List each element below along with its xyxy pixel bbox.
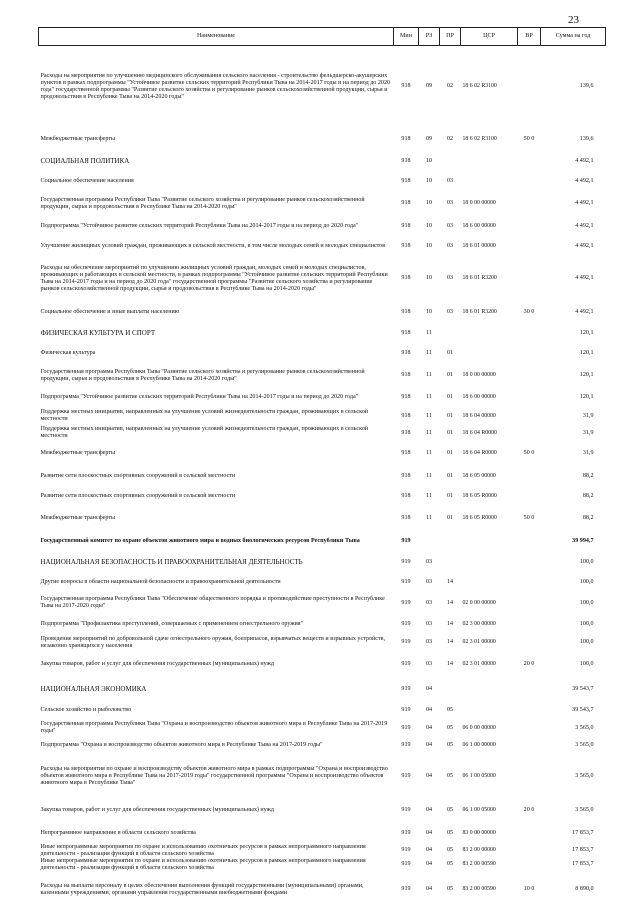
cell-rz: 10 [425,222,433,229]
cell-name: Физическая культура [40,350,96,356]
cell-name: Подпрограмма "Устойчивое развитие сельских территорий Республики Тыва на 2014-2017 годы и на период до 2020 года" [40,394,359,400]
cell-min: 918 [401,450,411,456]
table-row [39,172,606,192]
cell-min: 918 [401,493,411,499]
cell-name: Государственная программа Республики Тыва "Развитие сельского хозяйства и регулирование рынков сельскохозяйственной продукции, сырья и продовольствия в Республике Тыва на 2014-2020 годы" [40,196,365,210]
cell-vr [518,679,541,701]
cell-vr [518,172,541,192]
cell-csr: 18 6 02 R3100 [462,136,497,142]
cell-rz: 11 [426,429,432,436]
cell-pr: 01 [446,493,454,499]
cell-vr [518,552,541,573]
table-row [39,614,606,635]
cell-csr: 06 1 00 00000 [462,742,496,748]
cell-vr [518,823,541,844]
cell-pr: 03 [446,178,454,184]
cell-pr: 03 [446,275,454,281]
cell-pr: 03 [446,222,454,229]
cell-vr [518,256,541,302]
cell-name: Межбюджетные трансферты [40,515,116,521]
cell-rz: 03 [425,661,433,667]
cell-rz: 04 [425,847,433,853]
cell-name: Социальное обеспечение населения [40,178,134,184]
cell-sum: 100,0 [579,661,594,667]
cell-csr: 18 0 00 00000 [462,200,496,206]
cell-csr [461,172,518,192]
cell-sum: 31,9 [582,429,594,436]
cell-sum: 100,0 [579,639,594,645]
cell-sum: 39 994,7 [572,537,594,544]
cell-vr [518,388,541,408]
cell-rz: 10 [425,178,433,184]
cell-rz: 10 [425,200,433,206]
cell-csr: 18 6 04 R0000 [462,450,497,456]
cell-csr: 06 1 00 05000 [462,806,496,813]
cell-csr: 83 2 00 00590 [462,861,496,867]
col-header-name: Наименование [39,28,394,46]
section-row [39,679,606,701]
cell-name: Государственная программа Республики Тыва "Развитие сельского хозяйства и регулирование рынков сельскохозяйственной продукции, сырья и продовольствия в Республике Тыва на 2014-2020 годы" [40,368,365,382]
table-row [39,388,606,408]
cell-pr: 05 [446,847,454,853]
cell-pr: 05 [446,861,454,867]
cell-min: 919 [401,829,411,836]
cell-name: Закупка товаров, работ и услуг для обеспечения государственных (муниципальных) нужд [40,806,274,813]
cell-sum: 8 890,0 [575,886,594,892]
cell-vr [518,614,541,635]
table-row [39,872,606,908]
cell-csr [461,324,518,344]
cell-min: 919 [401,806,411,813]
cell-name: Поддержка местных инициатив, направленных на улучшение условий жизнедеятельности граждан, проживающих в сельской местности [40,409,369,422]
section-row [39,552,606,573]
cell-min: 918 [401,275,411,281]
cell-min: 918 [401,429,411,436]
table-row [39,593,606,614]
cell-csr: 02 3 01 00000 [462,639,496,645]
cell-csr: 18 6 02 R3100 [462,83,497,90]
cell-min: 919 [401,772,411,779]
cell-sum: 88,2 [582,515,594,521]
cell-rz: 03 [425,558,433,565]
table-row [39,635,606,651]
table-row [39,344,606,364]
table-row [39,844,606,858]
cell-pr: 14 [446,661,454,667]
page-number: 23 [568,14,579,26]
cell-pr: 01 [446,472,454,479]
cell-min: 919 [401,724,411,731]
cell-vr [518,408,541,425]
cell-csr: 18 6 01 R3200 [462,275,497,281]
cell-min: 918 [401,472,411,479]
cell-vr [518,344,541,364]
cell-vr [518,737,541,755]
cell-rz: 11 [426,394,432,400]
cell-min: 919 [401,599,411,606]
table-row [39,256,606,302]
cell-sum: 31,9 [582,450,594,456]
cell-sum: 100,0 [579,620,594,627]
cell-sum: 17 853,7 [572,847,594,853]
cell-min: 918 [401,515,411,521]
cell-rz: 11 [426,350,432,356]
cell-sum: 100,0 [579,558,594,565]
col-header-pr: ПР [440,28,461,46]
cell-csr [461,679,518,701]
cell-sum: 3 565,0 [575,742,594,748]
cell-csr: 06 1 00 05000 [462,772,496,779]
cell-csr: 02 3 00 00000 [462,620,496,627]
cell-min: 919 [401,661,411,667]
table-row [39,798,606,823]
cell-pr [440,531,461,552]
cell-csr: 18 6 01 R3200 [462,309,497,315]
cell-sum: 3 565,0 [575,772,594,779]
cell-rz: 10 [425,275,433,281]
cell-min: 918 [401,83,411,90]
cell-min: 919 [401,706,411,713]
cell-name: Межбюджетные трансферты [40,136,116,142]
cell-name: ФИЗИЧЕСКАЯ КУЛЬТУРА И СПОРТ [40,329,156,337]
cell-vr [518,635,541,651]
cell-csr [461,344,518,364]
cell-rz: 11 [426,493,432,499]
cell-csr: 18 6 05 00000 [462,472,496,479]
cell-vr: 20 0 [523,806,535,813]
cell-vr [518,858,541,872]
cell-csr: 18 6 05 R0000 [462,493,497,499]
table-row [39,507,606,531]
table-row [39,128,606,152]
cell-sum: 120,1 [579,330,594,336]
cell-name: Расходы на выплаты персоналу в целях обеспечения выполнения функций государственными (муниципальными) органами, казенными учреждениями, органами управления государственными внебюджетными фондами [40,882,364,896]
cell-pr: 03 [446,200,454,206]
cell-rz: 11 [426,412,432,419]
cell-vr: 50 0 [523,136,535,142]
cell-rz: 04 [425,772,433,779]
cell-pr: 02 [446,136,454,142]
cell-sum: 100,0 [579,599,594,606]
cell-vr [518,487,541,507]
cell-min: 918 [401,178,411,184]
cell-name: НАЦИОНАЛЬНАЯ ЭКОНОМИКА [40,685,147,693]
cell-pr [440,152,461,172]
cell-sum: 120,1 [579,372,594,378]
cell-rz: 11 [426,515,432,521]
table-row [39,651,606,679]
cell-pr: 05 [446,742,454,748]
cell-csr: 18 0 00 00000 [462,372,496,378]
cell-rz: 03 [425,579,433,585]
cell-rz: 11 [426,330,432,336]
cell-csr: 02 0 00 00000 [462,599,496,606]
table-row [39,720,606,737]
cell-pr: 01 [446,450,454,456]
col-header-min: Мин [394,28,419,46]
cell-rz: 04 [425,742,433,748]
cell-pr: 14 [446,620,454,627]
table-row [39,487,606,507]
cell-vr [518,844,541,858]
cell-vr [518,720,541,737]
table-row [39,466,606,487]
cell-csr: 18 6 00 00000 [462,222,496,229]
cell-csr: 18 6 01 00000 [462,242,496,249]
cell-pr: 01 [446,372,454,378]
cell-vr [518,46,541,128]
cell-name: НАЦИОНАЛЬНАЯ БЕЗОПАСНОСТЬ И ПРАВООХРАНИТЕЛЬНАЯ ДЕЯТЕЛЬНОСТЬ [40,557,303,566]
cell-pr: 05 [446,829,454,836]
table-row [39,701,606,720]
cell-name: Сельское хозяйство и рыболовство [40,706,132,713]
cell-rz: 09 [425,83,433,90]
cell-pr: 14 [446,579,454,585]
cell-pr: 05 [446,724,454,731]
cell-pr [440,679,461,701]
cell-sum: 4 492,1 [575,309,594,315]
cell-pr: 01 [446,412,454,419]
cell-vr [518,531,541,552]
table-row [39,737,606,755]
cell-pr: 14 [446,639,454,645]
cell-min: 918 [401,242,411,249]
cell-name: Непрограммное направление в области сельского хозяйства [40,829,196,836]
table-row [39,823,606,844]
cell-rz: 03 [425,639,433,645]
cell-name: Государственная программа Республики Тыва "Обеспечение общественного порядка и противодействие преступности в Республике Тыва на 2017-2020 годы" [40,596,385,609]
cell-min: 918 [401,394,411,400]
cell-sum: 39 543,7 [572,686,594,692]
table-row [39,192,606,216]
cell-vr [518,152,541,172]
cell-min: 919 [401,847,411,853]
cell-vr [518,593,541,614]
col-header-sum: Сумма на год [541,28,606,46]
cell-sum: 3 565,0 [575,806,594,813]
cell-name: Межбюджетные трансферты [40,450,116,456]
cell-rz: 10 [425,242,433,249]
cell-name: СОЦИАЛЬНАЯ ПОЛИТИКА [40,157,130,165]
cell-pr: 05 [446,886,454,892]
table-header-row [39,28,606,46]
cell-vr [518,192,541,216]
cell-csr: 83 2 00 00000 [462,847,496,853]
cell-sum: 139,6 [579,136,594,142]
cell-min: 918 [401,330,411,336]
cell-name: Подпрограмма "Охрана и воспроизводство объектов животного мира в Республике Тыва на 2017-2019 годы" [40,742,323,748]
cell-vr [518,466,541,487]
cell-sum: 88,2 [582,472,594,479]
cell-name: Государственная программа Республики Тыва "Охрана и воспроизводство объектов животного мира в Республике Тыва на 2017-2019 годы" [40,721,388,734]
cell-csr [461,152,518,172]
cell-name: Подпрограмма "Профилактика преступлений, совершаемых с применением огнестрельного оружия" [40,620,304,627]
cell-sum: 31,9 [582,412,594,419]
cell-vr [518,573,541,593]
cell-vr [518,425,541,442]
cell-vr [518,216,541,237]
cell-rz: 04 [425,724,433,731]
cell-rz: 11 [426,450,432,456]
cell-sum: 4 492,1 [575,275,594,281]
cell-sum: 39 543,7 [572,706,594,713]
cell-name: Социальное обеспечение и иные выплаты населению [40,309,180,315]
cell-csr [461,531,518,552]
table-row [39,46,606,128]
table-row [39,408,606,425]
table-row [39,216,606,237]
cell-pr: 03 [446,309,454,315]
cell-vr [518,324,541,344]
cell-csr: 83 2 00 00590 [462,886,496,892]
cell-rz: 04 [425,829,433,836]
cell-min: 919 [401,579,411,585]
cell-name: Государственный комитет по охране объектов животного мира и водных биологических ресурсов Республики Тыва [40,537,360,544]
cell-min: 919 [401,537,411,544]
table-row [39,755,606,798]
cell-pr: 01 [446,515,454,521]
cell-rz: 04 [425,706,433,713]
cell-name: Иные непрограммные мероприятия по охране и использованию охотничьих ресурсов в рамках непрограммного направления деятельности - реализация функций в области сельского хозяйства [40,857,366,871]
section-row [39,152,606,172]
cell-pr [440,324,461,344]
cell-csr: 18 6 05 R0000 [462,515,497,521]
table-row [39,442,606,466]
cell-name: Иные непрограммные мероприятия по охране и использованию охотничьих ресурсов в рамках непрограммного направления деятельности - реализация функций в области сельского хозяйства [40,843,366,857]
cell-vr [518,364,541,388]
table-row [39,302,606,324]
cell-sum: 17 853,7 [572,861,594,867]
cell-csr: 18 6 04 00000 [462,412,496,419]
cell-name: Подпрограмма "Устойчивое развитие сельских территорий Республики Тыва на 2014-2017 годы и на период до 2020 года" [40,222,359,229]
cell-pr: 01 [446,429,454,436]
cell-name: Развитие сети плоскостных спортивных сооружений в сельской местности [40,472,236,479]
cell-sum: 3 565,0 [575,724,594,731]
cell-pr: 05 [446,772,454,779]
cell-name: Закупка товаров, работ и услуг для обеспечения государственных (муниципальных) нужд [40,661,274,667]
cell-pr: 01 [446,350,454,356]
cell-rz: 04 [425,686,433,692]
cell-pr: 03 [446,242,454,249]
cell-csr: 83 0 00 00000 [462,829,496,836]
cell-min: 919 [401,861,411,867]
cell-min: 918 [401,309,411,315]
cell-vr: 30 0 [523,309,535,315]
cell-min: 919 [401,886,411,892]
cell-vr [518,701,541,720]
table-row [39,425,606,442]
cell-rz: 11 [426,472,432,479]
cell-vr: 50 0 [523,515,535,521]
cell-min: 918 [401,200,411,206]
cell-min: 919 [401,742,411,748]
cell-rz: 03 [425,620,433,627]
cell-min: 918 [401,222,411,229]
cell-sum: 120,1 [579,350,594,356]
department-row [39,531,606,552]
section-row [39,324,606,344]
budget-table [38,27,606,908]
cell-sum: 4 492,1 [575,178,594,184]
cell-csr [461,701,518,720]
cell-vr: 20 0 [523,661,535,667]
table-row [39,858,606,872]
cell-sum: 4 492,1 [575,200,594,206]
cell-rz: 04 [425,861,433,867]
cell-rz: 03 [425,599,433,606]
cell-vr: 50 0 [523,450,535,456]
cell-rz [419,531,440,552]
cell-rz: 10 [425,309,433,315]
cell-min: 918 [401,136,411,142]
cell-rz: 04 [425,886,433,892]
cell-name: Поддержка местных инициатив, направленных на улучшение условий жизнедеятельности граждан, проживающих в сельской местности [40,426,369,439]
cell-csr [461,552,518,573]
cell-min: 919 [401,639,411,645]
cell-name: Другие вопросы в области национальной безопасности и правоохранительной деятельности [40,579,281,585]
cell-csr: 18 6 00 00000 [462,394,496,400]
cell-min: 918 [401,158,411,164]
cell-csr: 18 6 04 R0000 [462,429,497,436]
cell-pr: 02 [446,83,454,90]
cell-sum: 120,1 [579,394,594,400]
cell-name: Расходы на обеспечение мероприятий по улучшению жилищных условий граждан, молодых семей и молодых специалистов, проживающих и работающих в сельской местности, в рамках подпрограммы "Устойчивое развитие сельских территорий Республики Тыва на 2014-2017 годы и на период до 2020 года" государственной программы "Развитие сельского хозяйства и регулирование рынков сельскохозяйственной продукции, сырья и продовольствия в Республике Тыва на 2014-2020 годы" [40,264,388,292]
cell-rz: 10 [425,158,433,164]
cell-name: Расходы на мероприятия по улучшению медицинского обслуживания сельского населения - строительство фельдшерско-акушерских пунктов в рамках подпрограммы "Устойчивое развитие сельских территорий Республики Тыва на 2014-2017 годы и на период до 2020 года" государственной программы "Развитие сельского хозяйства и регулирование рынков сельскохозяйственной продукции, сырья и продовольствия в Республике Тыва на 2014-2020 годы" [40,72,391,100]
cell-name: Расходы на мероприятия по охране и воспроизводству объектов животного мира в рамках подпрограммы "Охрана и воспроизводство объектов животного мира в Республике Тыва на 2017-2019 годы" государственной программы "Охрана и воспроизводство объектов животного мира в Республике Тыва" [40,765,388,786]
col-header-vr: ВР [518,28,541,46]
cell-rz: 09 [425,136,433,142]
table-row [39,364,606,388]
cell-sum: 88,2 [582,493,594,499]
cell-name: Улучшение жилищных условий граждан, проживающих в сельской местности, в том числе молодых семей и молодых специалистов [40,242,386,249]
cell-min: 919 [401,620,411,627]
cell-min: 918 [401,412,411,419]
cell-pr [440,552,461,573]
cell-rz: 04 [425,806,433,813]
cell-sum: 17 853,7 [572,829,594,836]
cell-sum: 4 492,1 [575,242,594,249]
cell-name: Развитие сети плоскостных спортивных сооружений в сельской местности [40,493,236,499]
cell-name: Проведение мероприятий по добровольной сдаче огнестрельного оружия, боеприпасов, взрывчатых веществ и взрывных устройств, незаконно хранящихся у населения [40,635,386,649]
cell-sum: 100,0 [579,579,594,585]
cell-csr [461,573,518,593]
cell-vr [518,755,541,798]
cell-vr [518,237,541,256]
cell-min: 919 [401,686,411,692]
col-header-rz: РЗ [419,28,440,46]
table-body [39,46,606,908]
cell-pr: 05 [446,806,454,813]
cell-vr: 10 0 [523,886,535,892]
cell-sum: 4 492,1 [575,158,594,164]
cell-pr: 01 [446,394,454,400]
cell-sum: 139,6 [579,83,594,90]
cell-pr: 14 [446,599,454,606]
cell-min: 918 [401,350,411,356]
col-header-csr: ЦСР [461,28,518,46]
cell-rz: 11 [426,372,432,378]
table-row [39,237,606,256]
cell-sum: 4 492,1 [575,222,594,229]
cell-min: 919 [401,558,411,565]
table-row [39,573,606,593]
cell-pr: 05 [446,706,454,713]
cell-csr: 06 0 00 00000 [462,724,496,731]
cell-csr: 02 3 01 00000 [462,661,496,667]
cell-min: 918 [401,372,411,378]
